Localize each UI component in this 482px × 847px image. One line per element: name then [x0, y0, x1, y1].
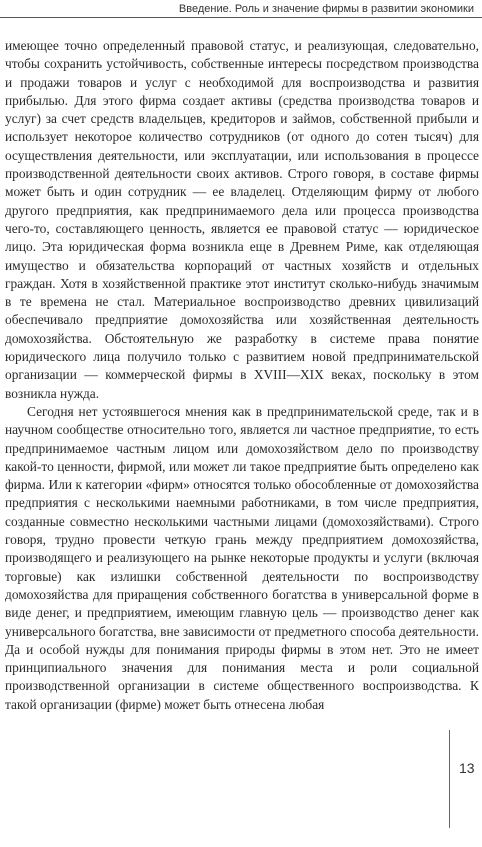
page-number: 13 — [459, 760, 475, 776]
header-rule — [0, 17, 482, 18]
footer-vertical-rule — [449, 730, 450, 828]
running-header — [0, 0, 482, 22]
body-text — [5, 37, 479, 714]
running-title: Введение. Роль и значение фирмы в развитии экономики — [178, 3, 474, 15]
page-footer — [0, 730, 482, 847]
paragraph-2: Сегодня нет устоявшегося мнения как в предпринимательской среде, так и в научном сообществе относительно того, является ли частное предприятие, то есть предпринимаемое частным лицом или домохозяйством дело по производству какой-то ценности, фирмой, или может ли такое предприятие быть определено как фирма. Или к категории «фирм» относятся только обособленные от домохозяйства предприятия с несколькими наемными работниками, в том числе предприятия, созданные совместно несколькими частными лицами (домохозяйствами). Строго говоря, трудно провести четкую грань между предприятием домохозяйства, производящего и реализующего на рынке некоторые продукты и услуги (включая торговые) как излишки собственной деятельности по воспроизводству домохозяйства для приращения собственного богатства в универсальной форме в виде денег, и предприятием, имеющим главную цель — производство денег как универсального богатства, вне зависимости от предметного способа деятельности. Да и особой нужды для понимания природы фирмы в этом нет. Это не имеет принципиального значения для понимания места и роли социальной производственной организации в системе общественного воспроизводства. К такой организации (фирме) может быть отнесена любая — [5, 403, 479, 712]
paragraph-1: имеющее точно определенный правовой статус, и реализующая, следовательно, чтобы сохранить устойчивость, собственные интересы посредством производства и продажи товаров и услуг с необходимой для воспроизводства и развития прибылью. Для этого фирма создает активы (средства производства товаров и услуг) за счет средств владельцев, кредиторов и займов, собственной прибыли и использует некоторое количество сотрудников (от одного до сотен тысяч) для осуществления деятельности, или эксплуатации, или использования в процессе производственной деятельности своих активов. Строго говоря, в составе фирмы может быть и один сотрудник — ее владелец. Отделяющим фирму от любого другого предприятия, как предпринимаемого дела или процесса производства чего-то, составляющего ценность, является ее правовой статус — юридическое лицо. Эта юридическая форма возникла еще в Древнем Риме, как отделяющая имущество и обязательства корпораций от частных хозяйств и отдельных граждан. Хотя в хозяйственной практике этот институт сколько-нибудь значимым в те времена не стал. Материальное воспроизводство древних цивилизаций обеспечивало предприятие домохозяйства или хозяйственная деятельность домохозяйства. Обстоятельную же разработку в системе права понятие юридического лица получило только с развитием новой предпринимательской организации — коммерческой фирмы в XVIII—XIX веках, поскольку в этом возникла нужда. — [5, 38, 479, 401]
